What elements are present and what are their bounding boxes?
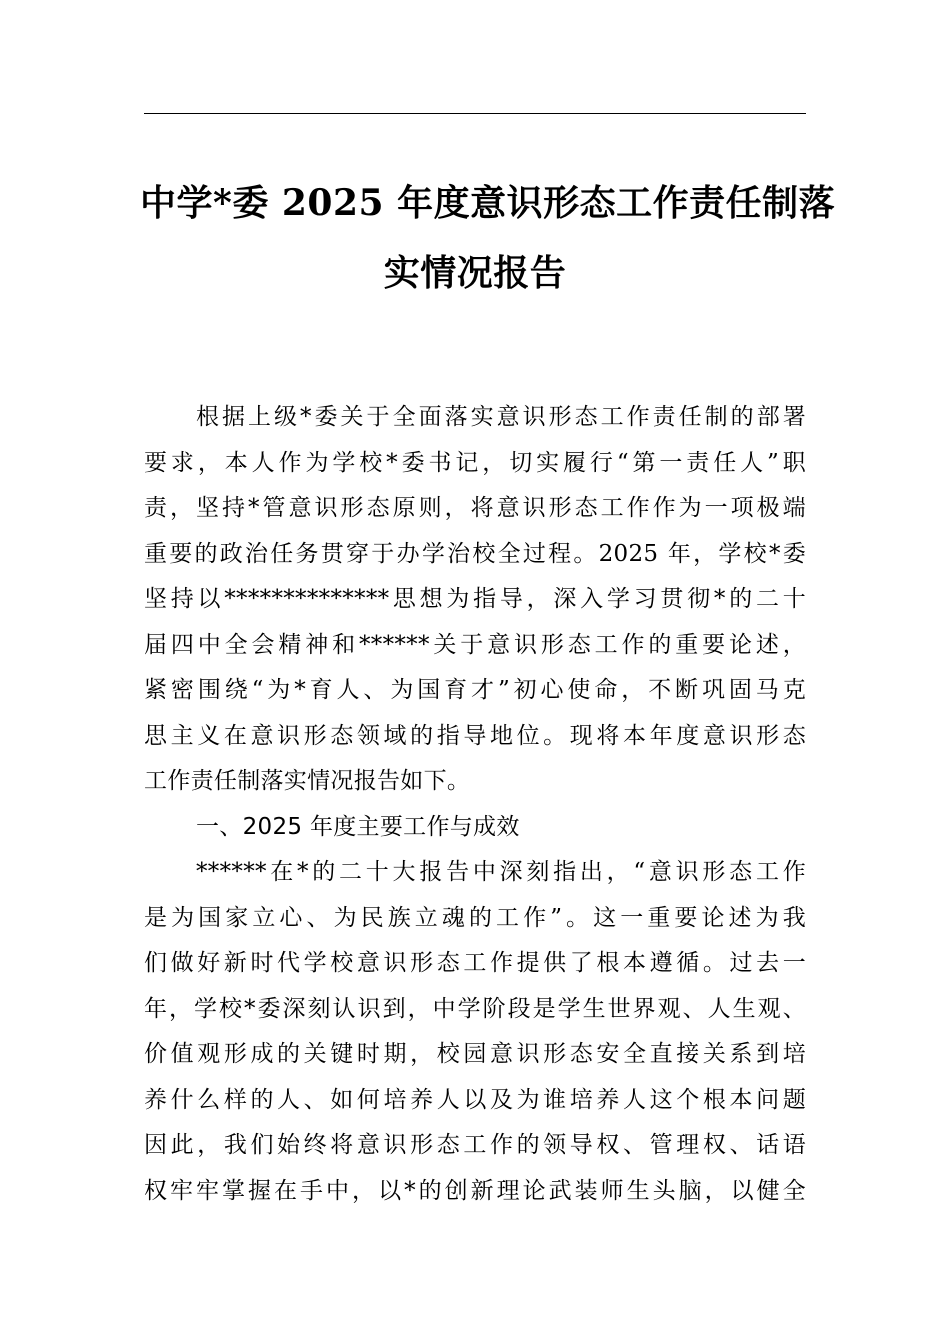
paragraph-line: 根据上级*委关于全面落实意识形态工作责任制的部署 bbox=[196, 404, 806, 430]
paragraph-line: 权牢牢掌握在手中，以*的创新理论武装师生头脑，以健全 bbox=[144, 1177, 806, 1204]
paragraph-line: 年，学校*委深刻认识到，中学阶段是学生世界观、人生观、 bbox=[144, 995, 806, 1022]
paragraph-line: 因此，我们始终将意识形态工作的领导权、管理权、话语 bbox=[144, 1132, 806, 1158]
paragraph-line: 们做好新时代学校意识形态工作提供了根本遵循。过去一 bbox=[144, 950, 806, 976]
paragraph-line: 责，坚持*管意识形态原则，将意识形态工作作为一项极端 bbox=[144, 495, 806, 521]
document-body bbox=[144, 395, 806, 1214]
paragraph-line: 重要的政治任务贯穿于办学治校全过程。2025 年，学校*委 bbox=[144, 540, 806, 567]
paragraph-line: 工作责任制落实情况报告如下。 bbox=[144, 768, 471, 794]
paragraph-1 bbox=[144, 395, 806, 805]
paragraph-line: 坚持以**************思想为指导，深入学习贯彻*的二十 bbox=[144, 586, 806, 612]
paragraph-2 bbox=[144, 850, 806, 1214]
paragraph-line: 是为国家立心、为民族立魂的工作”。这一重要论述为我 bbox=[144, 904, 806, 931]
paragraph-line: 思主义在意识形态领域的指导地位。现将本年度意识形态 bbox=[144, 722, 806, 749]
title-line-2: 实情况报告 bbox=[383, 252, 567, 294]
header-rule bbox=[144, 113, 806, 114]
paragraph-line: 届四中全会精神和******关于意识形态工作的重要论述， bbox=[144, 631, 806, 658]
title-line-1: 中学*委 2025 年度意识形态工作责任制落 bbox=[140, 182, 836, 224]
section-heading: 一、2025 年度主要工作与成效 bbox=[196, 813, 520, 840]
paragraph-line: ******在*的二十大报告中深刻指出，“意识形态工作 bbox=[196, 859, 806, 885]
paragraph-line: 养什么样的人、如何培养人以及为谁培养人这个根本问题 bbox=[144, 1086, 806, 1113]
paragraph-line: 价值观形成的关键时期，校园意识形态安全直接关系到培 bbox=[144, 1041, 806, 1067]
paragraph-line: 要求，本人作为学校*委书记，切实履行“第一责任人”职 bbox=[144, 449, 806, 476]
document-title bbox=[140, 168, 836, 308]
paragraph-line: 紧密围绕“为*育人、为国育才”初心使命，不断巩固马克 bbox=[144, 677, 806, 703]
